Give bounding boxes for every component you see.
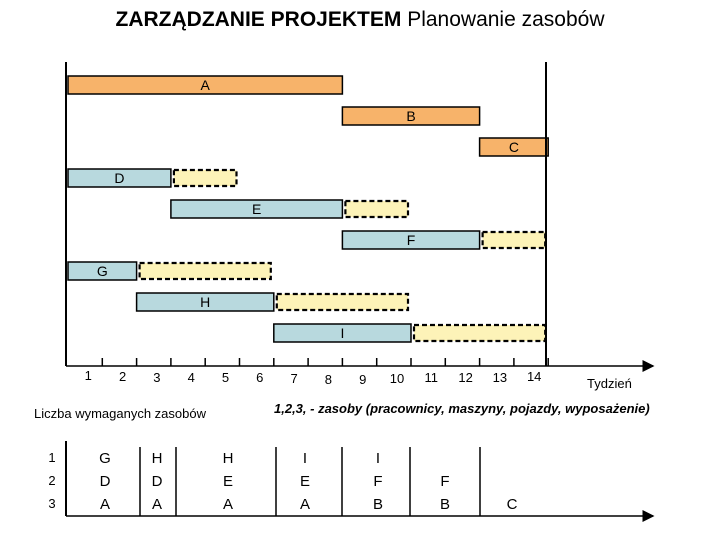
task-label: A — [200, 77, 210, 93]
week-label: 2 — [118, 369, 127, 384]
task-label: H — [200, 294, 211, 310]
resource-row-label: 1 — [48, 450, 56, 465]
slack-bar-g — [140, 263, 271, 279]
slack-bar-e — [345, 201, 408, 217]
timeline-axis-label: Tydzień — [587, 376, 632, 391]
task-label: F — [406, 232, 416, 248]
task-label: D — [114, 170, 125, 186]
week-label: 7 — [290, 371, 298, 386]
task-label: I — [340, 325, 345, 341]
resource-cell: I — [375, 450, 381, 467]
task-row-g — [68, 262, 271, 280]
resource-cell: E — [299, 473, 311, 490]
resource-cell: B — [372, 496, 384, 513]
task-row-f — [342, 231, 545, 249]
slack-bar-i — [414, 325, 545, 341]
task-row-c — [480, 138, 549, 156]
week-label: 14 — [526, 369, 542, 384]
resource-cell: C — [506, 496, 518, 513]
resource-cell: F — [373, 473, 383, 490]
week-label: 6 — [256, 370, 264, 385]
task-label: G — [96, 263, 108, 279]
task-row-i — [274, 324, 545, 342]
timeline-ticks — [85, 358, 549, 387]
week-label: 8 — [324, 372, 333, 387]
title-bold: ZARZĄDZANIE PROJEKTEM — [115, 8, 402, 31]
task-row-b — [342, 107, 479, 125]
resource-cell: B — [439, 496, 451, 513]
week-label: 10 — [389, 371, 405, 386]
week-label: 5 — [221, 370, 230, 385]
task-row-h — [137, 293, 408, 311]
resource-cell: F — [440, 473, 450, 490]
resource-cell: D — [99, 473, 111, 490]
week-label: 9 — [359, 372, 367, 387]
resource-cell: I — [302, 450, 308, 467]
resource-cell: A — [151, 496, 163, 513]
resource-cell: H — [151, 450, 163, 467]
title-regular: Planowanie zasobów — [407, 8, 605, 31]
week-label: 12 — [458, 370, 473, 385]
resources-heading: Liczba wymaganych zasobów — [34, 406, 206, 421]
resource-row-label: 2 — [48, 473, 56, 488]
task-row-e — [171, 200, 408, 218]
resource-cell: G — [99, 450, 111, 467]
task-bars — [68, 76, 548, 342]
week-label: 4 — [187, 370, 195, 385]
slack-bar-h — [277, 294, 408, 310]
slack-bar-d — [174, 170, 237, 186]
resource-row-label: 3 — [48, 496, 56, 511]
resource-legend-note: 1,2,3, - zasoby (pracownicy, maszyny, pojazdy, wyposażenie) — [274, 401, 650, 416]
week-label: 11 — [424, 370, 439, 385]
task-label: C — [508, 139, 519, 155]
resource-cell: A — [222, 496, 234, 513]
task-row-a — [68, 76, 342, 94]
slack-bar-f — [483, 232, 546, 248]
resource-table — [48, 447, 517, 516]
task-label: B — [406, 108, 416, 124]
task-label: E — [251, 201, 262, 217]
resource-cell: D — [151, 473, 163, 490]
resource-cell: E — [222, 473, 234, 490]
resource-cell: A — [299, 496, 311, 513]
week-label: 1 — [84, 368, 92, 383]
resource-cell: H — [222, 450, 234, 467]
week-label: 13 — [492, 370, 508, 385]
resource-cell: A — [99, 496, 111, 513]
task-row-d — [68, 169, 237, 187]
week-label: 3 — [153, 370, 161, 385]
